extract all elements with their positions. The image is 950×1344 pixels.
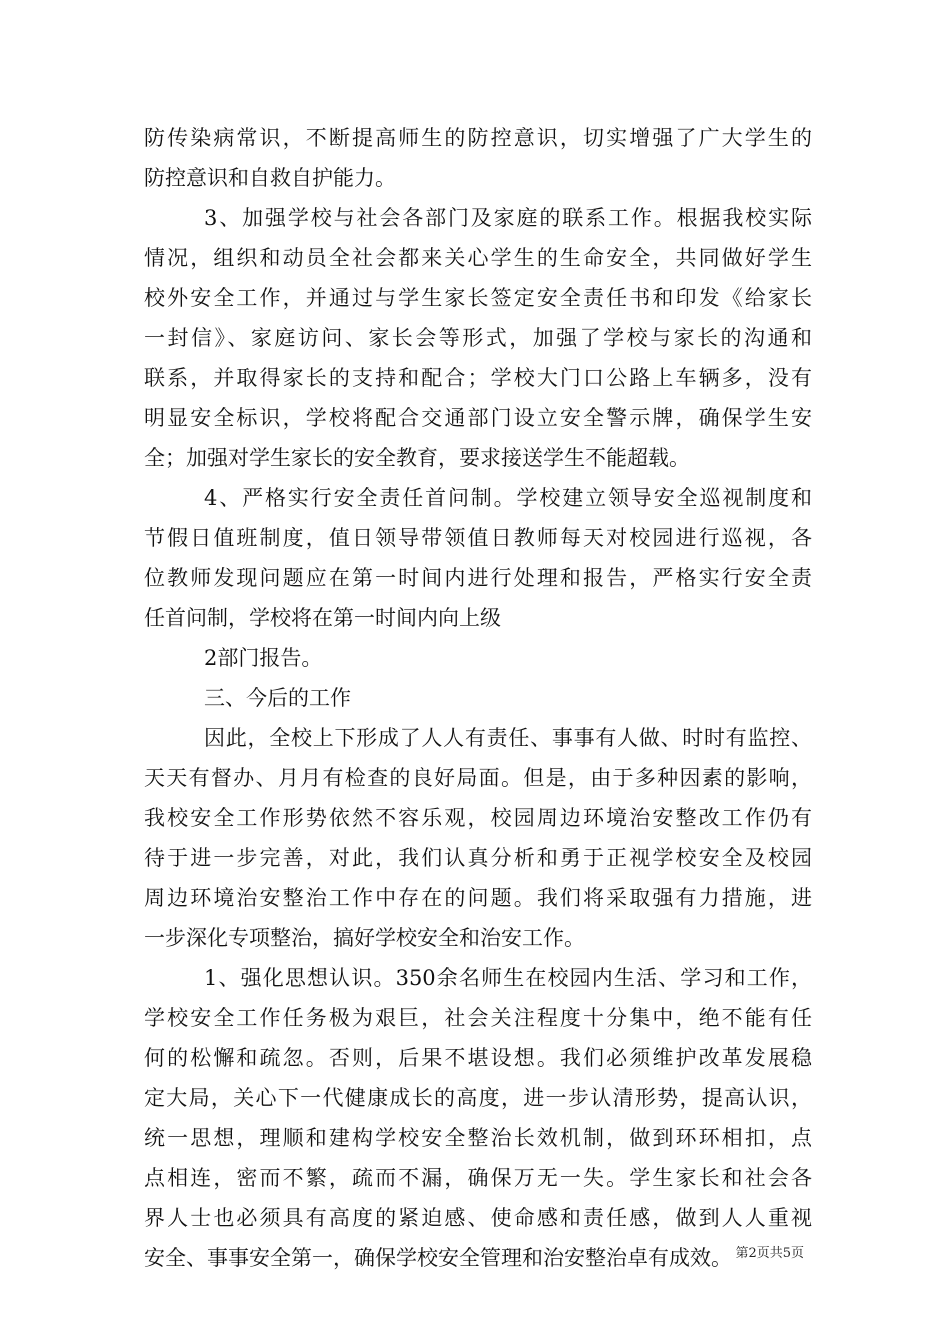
- document-body: [144, 118, 812, 1278]
- body-line: 联系，并取得家长的支持和配合；学校大门口公路上车辆多，没有: [144, 366, 812, 390]
- body-line: 一步深化专项整治，搞好学校安全和治安工作。: [144, 926, 585, 950]
- body-line: 统一思想，理顺和建构学校安全整治长效机制，做到环环相扣，点: [144, 1126, 812, 1150]
- body-line: 1、强化思想认识。350余名师生在校园内生活、学习和工作，: [204, 966, 812, 990]
- body-line: 情况，组织和动员全社会都来关心学生的生命安全，共同做好学生: [144, 246, 812, 270]
- body-line: 节假日值班制度，值日领导带领值日教师每天对校园进行巡视，各: [144, 526, 812, 550]
- body-line: 周边环境治安整治工作中存在的问题。我们将采取强有力措施，进: [144, 886, 812, 910]
- body-line: 点相连，密而不繁，疏而不漏，确保万无一失。学生家长和社会各: [144, 1166, 812, 1190]
- body-line: 学校安全工作任务极为艰巨，社会关注程度十分集中，绝不能有任: [144, 1006, 812, 1030]
- page-number: 第2页共5页: [735, 1246, 804, 1261]
- body-line: 全；加强对学生家长的安全教育，要求接送学生不能超载。: [144, 446, 690, 470]
- body-line: 待于进一步完善，对此，我们认真分析和勇于正视学校安全及校园: [144, 846, 812, 870]
- body-line: 位教师发现问题应在第一时间内进行处理和报告，严格实行安全责: [144, 566, 812, 590]
- body-line: 界人士也必须具有高度的紧迫感、使命感和责任感，做到人人重视: [144, 1206, 812, 1230]
- body-line: 明显安全标识，学校将配合交通部门设立安全警示牌，确保学生安: [144, 406, 812, 430]
- body-line: 任首问制，学校将在第一时间内向上级: [144, 606, 501, 630]
- body-line: 防控意识和自救自护能力。: [144, 166, 396, 190]
- body-line: 3、加强学校与社会各部门及家庭的联系工作。根据我校实际: [204, 206, 812, 230]
- body-line: 天天有督办、月月有检查的良好局面。但是，由于多种因素的影响，: [144, 766, 812, 790]
- body-line: 2部门报告。: [204, 646, 323, 670]
- body-line: 安全、事事安全第一，确保学校安全管理和治安整治卓有成效。: [144, 1246, 732, 1270]
- body-line: 校外安全工作，并通过与学生家长签定安全责任书和印发《给家长: [144, 286, 812, 310]
- section-heading: 三、今后的工作: [204, 686, 351, 710]
- body-line: 4、严格实行安全责任首问制。学校建立领导安全巡视制度和: [204, 486, 812, 510]
- body-line: 何的松懈和疏忽。否则，后果不堪设想。我们必须维护改革发展稳: [144, 1046, 812, 1070]
- body-line: 我校安全工作形势依然不容乐观，校园周边环境治安整改工作仍有: [144, 806, 812, 830]
- body-line: 一封信》、家庭访问、家长会等形式，加强了学校与家长的沟通和: [144, 326, 812, 350]
- body-line: 因此，全校上下形成了人人有责任、事事有人做、时时有监控、: [204, 726, 812, 750]
- body-line: 定大局，关心下一代健康成长的高度，进一步认清形势，提高认识，: [144, 1086, 812, 1110]
- body-line: 防传染病常识，不断提高师生的防控意识，切实增强了广大学生的: [144, 126, 812, 150]
